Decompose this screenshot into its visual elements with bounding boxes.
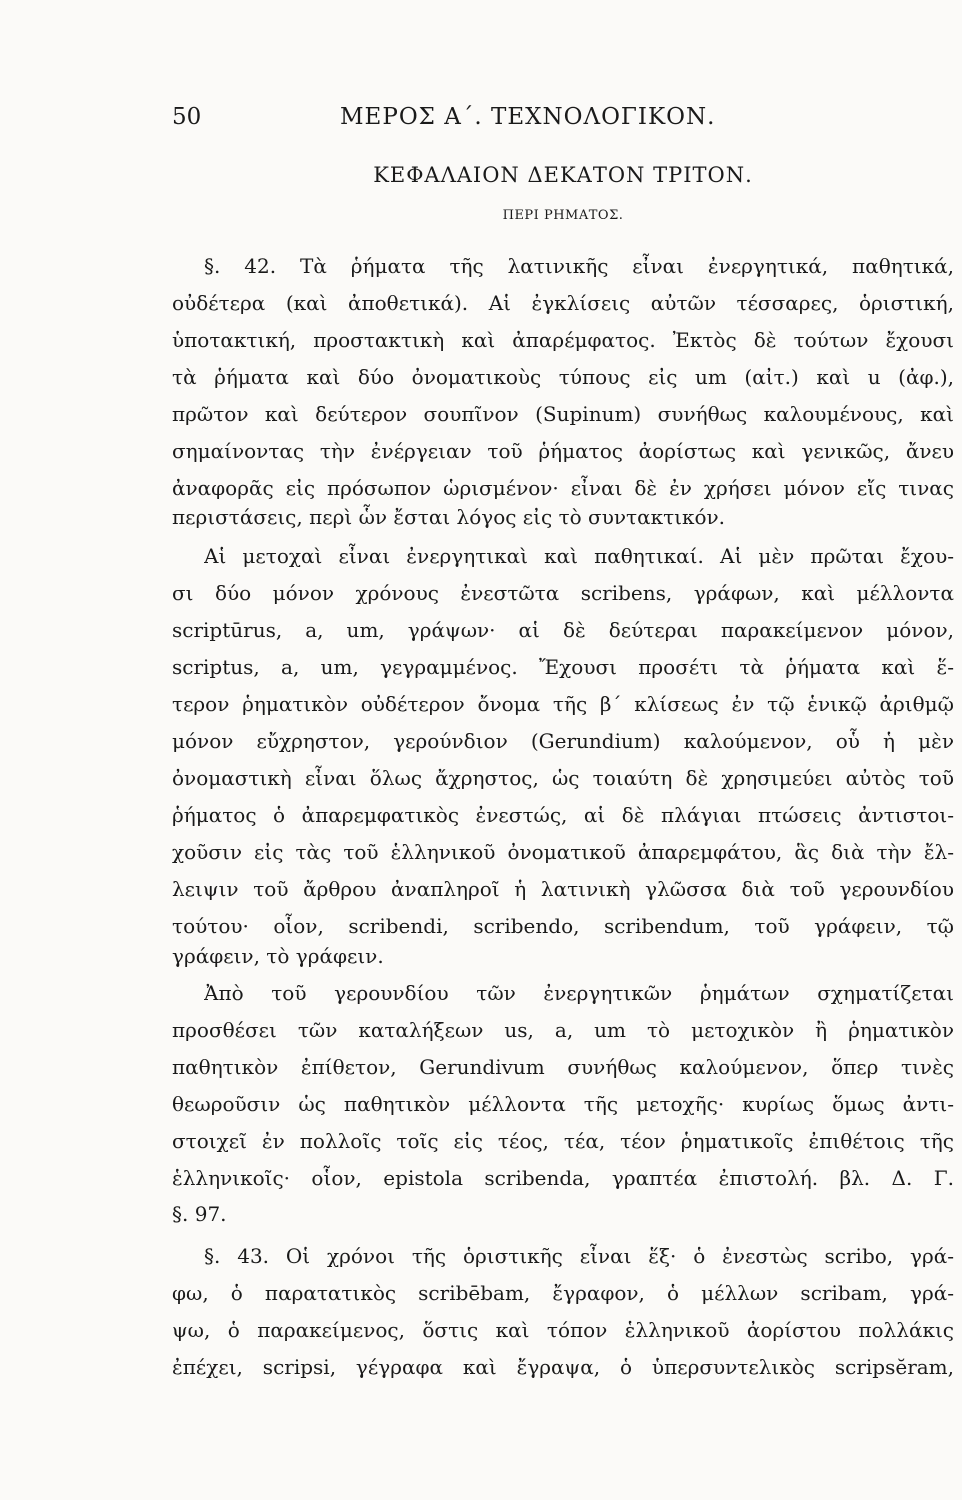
text-line: χοῦσιν εἰς τὰς τοῦ ἑλληνικοῦ ὀνοματικοῦ ἀπαρεμφάτου, ἃς διὰ τὴν ἔλ-	[172, 840, 954, 864]
text-line: §. 43. Οἱ χρόνοι τῆς ὁριστικῆς εἶναι ἕξ· ὁ ἐνεστὼς scribo, γρά-	[204, 1244, 954, 1268]
text-line: περιστάσεις, περὶ ὧν ἔσται λόγος εἰς τὸ συντακτικόν.	[172, 505, 726, 529]
text-line: μόνον εὔχρηστον, γερούνδιον (Gerundium) καλούμενον, οὗ ἡ μὲν	[172, 729, 954, 753]
text-line: τερον ῥηματικὸν οὐδέτερον ὄνομα τῆς β΄ κλίσεως ἐν τῷ ἑνικῷ ἀριθμῷ	[172, 692, 954, 716]
text-line: λειψιν τοῦ ἄρθρου ἀναπληροῖ ἡ λατινικὴ γλῶσσα διὰ τοῦ γερουνδίου	[172, 877, 954, 901]
text-line: §. 42. Τὰ ῥήματα τῆς λατινικῆς εἶναι ἐνεργητικά, παθητικά,	[204, 254, 954, 278]
text-line: γράφειν, τὸ γράφειν.	[172, 944, 384, 968]
text-line: τούτου· οἷον, scribendi, scribendo, scribendum, τοῦ γράφειν, τῷ	[172, 914, 954, 938]
section-title: ΠΕΡΙ ΡΗΜΑΤΟΣ.	[502, 208, 624, 223]
chapter-title: ΚΕΦΑΛΑΙΟΝ ΔΕΚΑΤΟΝ ΤΡΙΤΟΝ.	[373, 163, 753, 187]
text-line: Ἀπὸ τοῦ γερουνδίου τῶν ἐνεργητικῶν ῥημάτων σχηματίζεται	[204, 981, 954, 1005]
text-line: scriptus, a, um, γεγραμμένος. Ἔχουσι προσέτι τὰ ῥήματα καὶ ἕ-	[172, 655, 954, 679]
text-line: ὑποτακτική, προστακτικὴ καὶ ἀπαρέμφατος. Ἐκτὸς δὲ τούτων ἔχουσι	[172, 328, 954, 352]
text-line: Αἱ μετοχαὶ εἶναι ἐνεργητικαὶ καὶ παθητικαί. Αἱ μὲν πρῶται ἔχου-	[204, 544, 954, 568]
text-line: σημαίνοντας τὴν ἐνέργειαν τοῦ ῥήματος ἀορίστως καὶ γενικῶς, ἄνευ	[172, 439, 954, 463]
page-header	[172, 100, 954, 140]
text-line: ὀνομαστικὴ εἶναι ὅλως ἄχρηστος, ὡς τοιαύτη δὲ χρησιμεύει αὐτὸς τοῦ	[172, 766, 954, 790]
running-head: ΜΕΡΟΣ Α΄. ΤΕΧΝΟΛΟΓΙΚΟΝ.	[340, 104, 716, 130]
text-line: ἑλληνικοῖς· οἷον, epistola scribenda, γραπτέα ἐπιστολή. βλ. Δ. Γ.	[172, 1166, 954, 1190]
page-number: 50	[172, 104, 202, 130]
text-line: φω, ὁ παρατατικὸς scribēbam, ἔγραφον, ὁ μέλλων scribam, γρά-	[172, 1281, 954, 1305]
text-line: §. 97.	[172, 1202, 227, 1226]
text-line: ψω, ὁ παρακείμενος, ὅστις καὶ τόπον ἑλληνικοῦ ἀορίστου πολλάκις	[172, 1318, 954, 1342]
text-line: παθητικὸν ἐπίθετον, Gerundivum συνήθως καλούμενον, ὅπερ τινὲς	[172, 1055, 954, 1079]
text-line: θεωροῦσιν ὡς παθητικὸν μέλλοντα τῆς μετοχῆς· κυρίως ὅμως ἀντι-	[172, 1092, 954, 1116]
text-line: ἀναφορᾶς εἰς πρόσωπον ὡρισμένον· εἶναι δὲ ἐν χρήσει μόνον εἴς τινας	[172, 476, 954, 500]
text-line: τὰ ῥήματα καὶ δύο ὀνοματικοὺς τύπους εἰς um (αἰτ.) καὶ u (ἀφ.),	[172, 365, 954, 389]
text-line: ῥήματος ὁ ἀπαρεμφατικὸς ἐνεστώς, αἱ δὲ πλάγιαι πτώσεις ἀντιστοι-	[172, 803, 954, 827]
text-line: οὐδέτερα (καὶ ἀποθετικά). Αἱ ἐγκλίσεις αὐτῶν τέσσαρες, ὁριστική,	[172, 291, 954, 315]
text-line: προσθέσει τῶν καταλήξεων us, a, um τὸ μετοχικὸν ἢ ῥηματικὸν	[172, 1018, 954, 1042]
text-line: scriptūrus, a, um, γράψων· αἱ δὲ δεύτεραι παρακείμενον μόνον,	[172, 618, 954, 642]
text-line: στοιχεῖ ἐν πολλοῖς τοῖς εἰς τέος, τέα, τέον ῥηματικοῖς ἐπιθέτοις τῆς	[172, 1129, 954, 1153]
text-line: πρῶτον καὶ δεύτερον σουπῖνον (Supinum) συνήθως καλουμένους, καὶ	[172, 402, 954, 426]
text-line: ἐπέχει, scripsi, γέγραφα καὶ ἔγραψα, ὁ ὑπερσυντελικὸς scripsĕram,	[172, 1355, 954, 1379]
text-line: σι δύο μόνον χρόνους ἐνεστῶτα scribens, γράφων, καὶ μέλλοντα	[172, 581, 954, 605]
